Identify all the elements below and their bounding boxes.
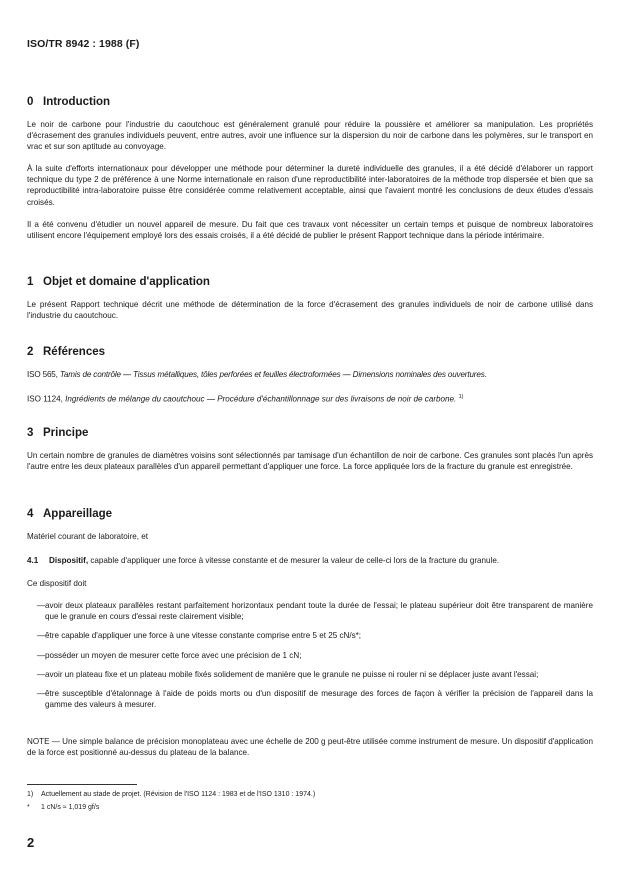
footnote-mark: *	[27, 804, 30, 811]
subsection-text: capable d'appliquer une force à vitesse constante et de mesurer la valeur de celle-ci lors de la fracture du granule.	[90, 556, 500, 565]
footnote-text: 1 cN/s ≈ 1,019 gf/s	[41, 804, 100, 811]
section-title: Appareillage	[43, 508, 113, 520]
footnote-2	[27, 803, 99, 813]
section-title: Objet et domaine d'application	[43, 276, 210, 288]
section-heading-references	[27, 346, 105, 358]
list-item: — être susceptible d'étalonnage à l'aide de poids morts ou d'un dispositif de mesurage des forces de façon à vérifier la précision de l'appareil dans la gamme des valeurs à mesurer.	[37, 689, 593, 710]
footnote-reference: 1)	[458, 394, 464, 400]
footnote-1	[27, 790, 315, 800]
reference-title: Tamis de contrôle — Tissus métalliques, tôles perforées et feuilles électroformées — Dimensions nominales des ouvertures.	[59, 370, 487, 379]
footnote-text: Actuellement au stade de projet. (Révision de l'ISO 1124 : 1983 et de l'ISO 1310 : 1974.)	[41, 791, 316, 798]
subsection-number: 4.1	[27, 556, 39, 565]
intro-paragraph-1: Le noir de carbone pour l'industrie du caoutchouc est généralement granulé pour réduire la poussière et améliorer sa manipulation. Les propriétés d'écrasement des granules individuels peuvent, entre autres, avoir une influence sur la dispersion du noir de carbone dans les polymères, sur le transport en vrac et sur son aptitude au convoyage.	[27, 120, 593, 152]
intro-paragraph-3: Il a été convenu d'étudier un nouvel appareil de mesure. Du fait que ces travaux vont nécessiter un certain temps et puisque de nombreux laboratoires utilisent encore l'équipement employé lors des essais croisés, il a été décidé de publier le présent Rapport technique dans la période intérimaire.	[27, 220, 593, 241]
section-number: 4	[27, 508, 34, 520]
list-item: — posséder un moyen de mesurer cette force avec une précision de 1 cN;	[37, 650, 302, 660]
section-heading-principle	[27, 427, 88, 439]
scope-paragraph: Le présent Rapport technique décrit une méthode de détermination de la force d'écrasement des granules individuels de noir de carbone utilisé dans l'industrie du caoutchouc.	[27, 300, 593, 321]
reference-iso-565	[27, 369, 593, 380]
principle-paragraph: Un certain nombre de granules de diamètres voisins sont sélectionnés par tamisage d'un échantillon de noir de carbone. Ces granules sont placés l'un après l'autre entre les deux plateaux parallèles d'un appareil permettant d'appliquer une force. La force appliquée lors de la fracture du granule est enregistrée.	[27, 451, 593, 472]
reference-iso-1124	[27, 392, 593, 405]
list-item: — être capable d'appliquer une force à une vitesse constante comprise entre 5 et 25 cN/s*;	[37, 631, 362, 641]
list-item: — avoir un plateau fixe et un plateau mobile fixés solidement de manière que le granule ne puisse ni rouler ni se déplacer juste avant l'essai;	[37, 669, 539, 679]
section-number: 0	[27, 96, 34, 108]
requirements-list	[27, 600, 593, 718]
section-title: Introduction	[43, 96, 111, 108]
reference-code: ISO 1124,	[27, 394, 63, 404]
list-dash: —	[37, 669, 46, 679]
intro-paragraph-2: À la suite d'efforts internationaux pour développer une méthode pour déterminer la dureté individuelle des granules, il a été décidé d'élaborer un rapport technique du type 2 de préférence à une Norme internationale en raison d'une reproductibilité inter-laboratoires de la méthode trop dispersée et bien que sa reproductibilité intra-laboratoire puisse être considérée comme relativement acceptable, ainsi que l'avaient montré les conclusions de deux études d'essais croisés.	[27, 164, 593, 207]
section-number: 2	[27, 346, 34, 358]
section-title: Références	[43, 346, 106, 358]
apparatus-intro: Matériel courant de laboratoire, et	[27, 532, 149, 541]
device-requirements-intro: Ce dispositif doit	[27, 579, 87, 588]
page-number: 2	[27, 835, 35, 850]
subsection-4-1	[27, 555, 593, 566]
section-heading-introduction	[27, 96, 110, 108]
footnote-mark: 1)	[27, 791, 34, 798]
reference-title: Ingrédients de mélange du caoutchouc — Procédure d'échantillonnage sur des livraisons de noir de carbone.	[65, 394, 457, 404]
list-item: — avoir deux plateaux parallèles restant parfaitement horizontaux pendant toute la durée de l'essai; le plateau supérieur doit être transparent de manière que le granule en cours d'essai reste clairement visible;	[37, 601, 593, 622]
section-number: 3	[27, 427, 34, 439]
footnote-divider	[27, 784, 137, 785]
section-number: 1	[27, 276, 34, 288]
list-dash: —	[37, 689, 46, 699]
subsection-title: Dispositif,	[49, 556, 89, 565]
apparatus-note: NOTE — Une simple balance de précision monoplateau avec une échelle de 200 g peut-être utilisée comme instrument de mesure. Un dispositif d'application de la force est positionné au-dessus du plateau de la balance.	[27, 737, 593, 758]
list-dash: —	[37, 631, 46, 641]
document-id: ISO/TR 8942 : 1988 (F)	[27, 38, 140, 50]
list-dash: —	[37, 650, 46, 660]
list-dash: —	[37, 601, 46, 610]
section-heading-scope	[27, 276, 210, 288]
section-heading-apparatus	[27, 508, 112, 520]
section-title: Principe	[43, 427, 89, 439]
reference-code: ISO 565,	[27, 370, 58, 379]
